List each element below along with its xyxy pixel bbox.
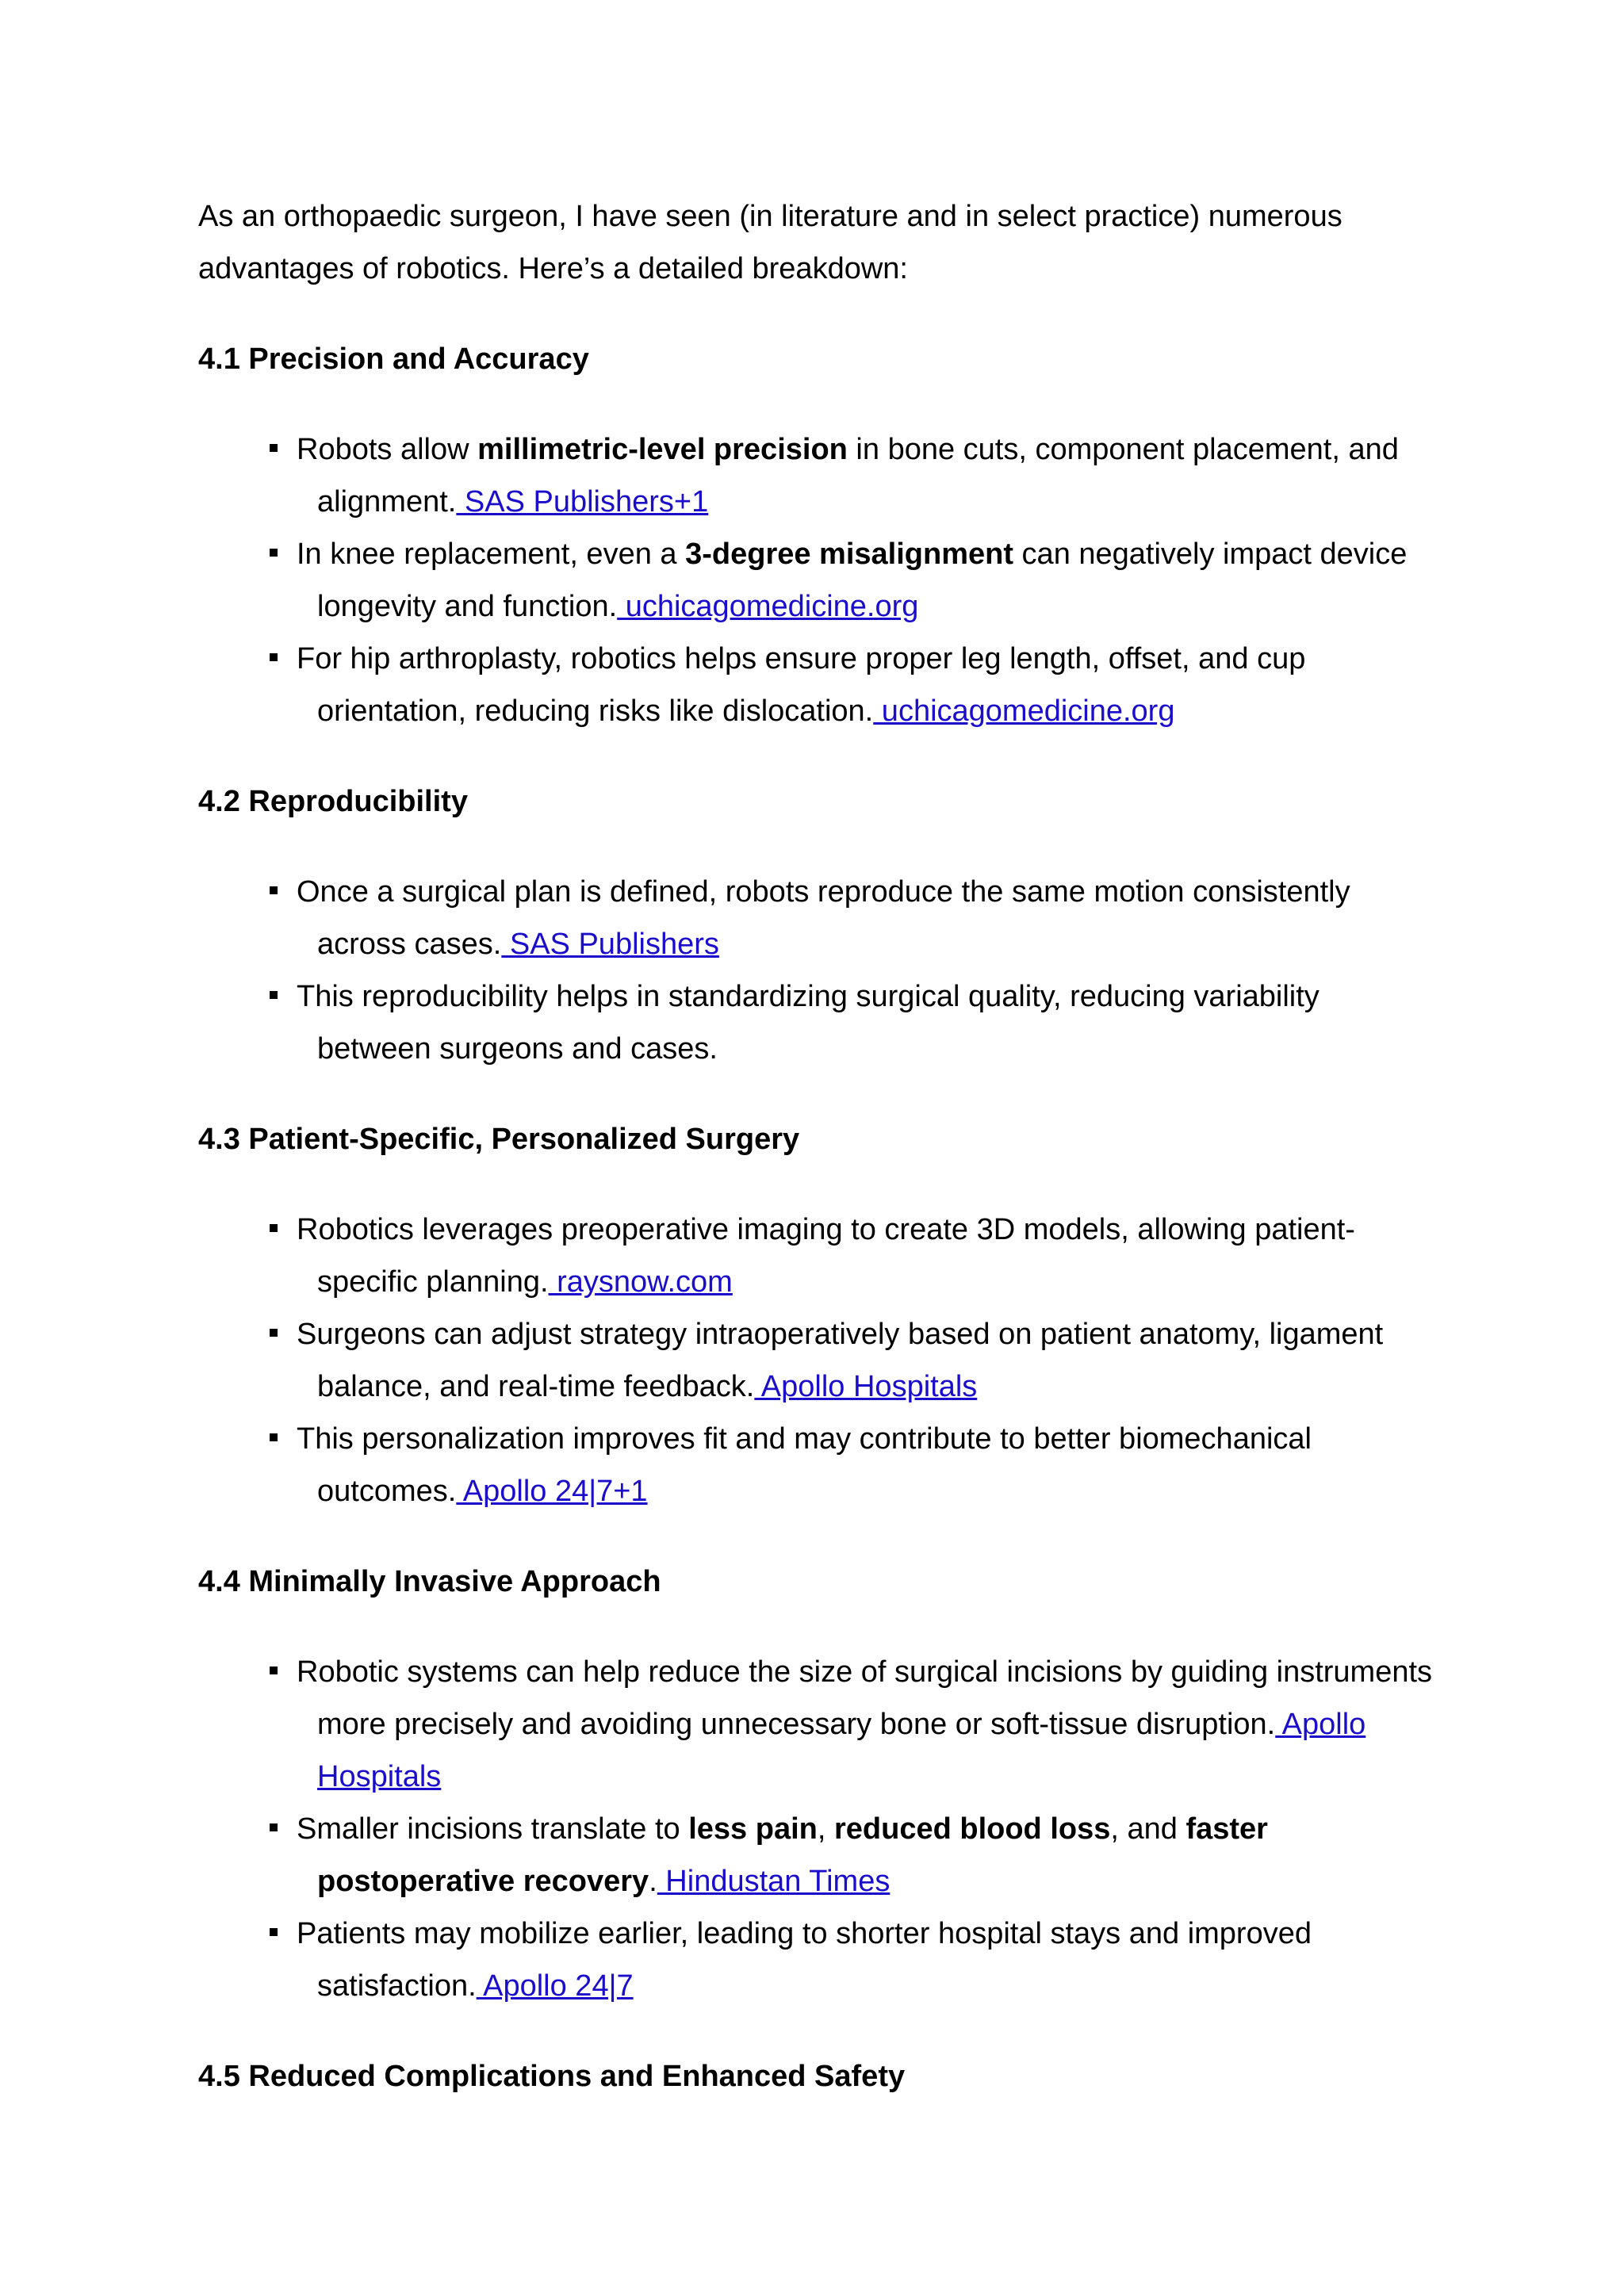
bullet-icon bbox=[270, 1329, 278, 1337]
list-item: For hip arthroplasty, robotics helps ensure proper leg length, offset, and cup orientation, reducing risks like dislocation. uchicagomedicine.org bbox=[297, 633, 1467, 737]
source-link[interactable]: Apollo 24|7 bbox=[476, 1969, 634, 2003]
bullet-icon bbox=[270, 1433, 278, 1441]
source-link[interactable]: Apollo Hospitals bbox=[754, 1370, 978, 1403]
bullet-icon bbox=[270, 549, 278, 557]
bullet-icon bbox=[270, 991, 278, 999]
bullet-icon bbox=[270, 1224, 278, 1232]
bullet-list-precision bbox=[198, 423, 1467, 737]
source-link[interactable]: Apollo 24|7+1 bbox=[456, 1475, 648, 1508]
bullet-icon bbox=[270, 1667, 278, 1674]
list-item: Robotics leverages preoperative imaging to create 3D models, allowing patient- specific planning. raysnow.com bbox=[297, 1203, 1467, 1308]
source-link[interactable]: Apollo bbox=[1275, 1708, 1366, 1741]
section-heading-personalized: 4.3 Patient-Specific, Personalized Surgery bbox=[198, 1123, 800, 1156]
bullet-list-reproducibility bbox=[198, 866, 1467, 1075]
list-item: Surgeons can adjust strategy intraoperatively based on patient anatomy, ligament balance, and real-time feedback. Apollo Hospitals bbox=[297, 1308, 1467, 1413]
intro-line-1: As an orthopaedic surgeon, I have seen (in literature and in select practice) numerous bbox=[198, 200, 1342, 233]
intro-line-2: advantages of robotics. Here’s a detailed breakdown: bbox=[198, 252, 908, 285]
bullet-icon bbox=[270, 886, 278, 894]
bullet-list-minimally-invasive bbox=[198, 1646, 1467, 2012]
section-heading-minimally-invasive: 4.4 Minimally Invasive Approach bbox=[198, 1565, 661, 1598]
bullet-icon bbox=[270, 1928, 278, 1936]
section-heading-safety: 4.5 Reduced Complications and Enhanced Safety bbox=[198, 2060, 906, 2093]
list-item: Robots allow millimetric-level precision in bone cuts, component placement, and alignment. SAS Publishers+1 bbox=[297, 423, 1467, 528]
source-link[interactable]: raysnow.com bbox=[548, 1265, 733, 1299]
list-item: Robotic systems can help reduce the size of surgical incisions by guiding instruments more precisely and avoiding unnecessary bone or soft-tissue disruption. Apollo Hospitals bbox=[297, 1646, 1467, 1803]
source-link[interactable]: SAS Publishers bbox=[501, 928, 719, 961]
source-link[interactable]: uchicagomedicine.org bbox=[873, 695, 1175, 728]
source-link[interactable]: uchicagomedicine.org bbox=[617, 590, 919, 623]
document-page bbox=[198, 190, 1467, 2103]
section-heading-reproducibility: 4.2 Reproducibility bbox=[198, 785, 468, 818]
list-item: Smaller incisions translate to less pain, reduced blood loss, and faster postoperative recovery. Hindustan Times bbox=[297, 1803, 1467, 1908]
bullet-icon bbox=[270, 653, 278, 661]
list-item: Patients may mobilize earlier, leading to shorter hospital stays and improved satisfaction. Apollo 24|7 bbox=[297, 1908, 1467, 2012]
intro-paragraph bbox=[198, 190, 1467, 295]
source-link-continued[interactable]: Hospitals bbox=[317, 1760, 442, 1793]
list-item: This personalization improves fit and may contribute to better biomechanical outcomes. Apollo 24|7+1 bbox=[297, 1413, 1467, 1517]
bullet-icon bbox=[270, 1823, 278, 1831]
list-item: In knee replacement, even a 3-degree misalignment can negatively impact device longevity and function. uchicagomedicine.org bbox=[297, 528, 1467, 633]
section-heading-precision: 4.1 Precision and Accuracy bbox=[198, 342, 589, 376]
bullet-list-personalized bbox=[198, 1203, 1467, 1517]
source-link[interactable]: Hindustan Times bbox=[657, 1865, 891, 1898]
list-item: Once a surgical plan is defined, robots reproduce the same motion consistently across cases. SAS Publishers bbox=[297, 866, 1467, 970]
bullet-icon bbox=[270, 444, 278, 452]
list-item: This reproducibility helps in standardizing surgical quality, reducing variability between surgeons and cases. bbox=[297, 970, 1467, 1075]
source-link[interactable]: SAS Publishers+1 bbox=[456, 485, 709, 519]
